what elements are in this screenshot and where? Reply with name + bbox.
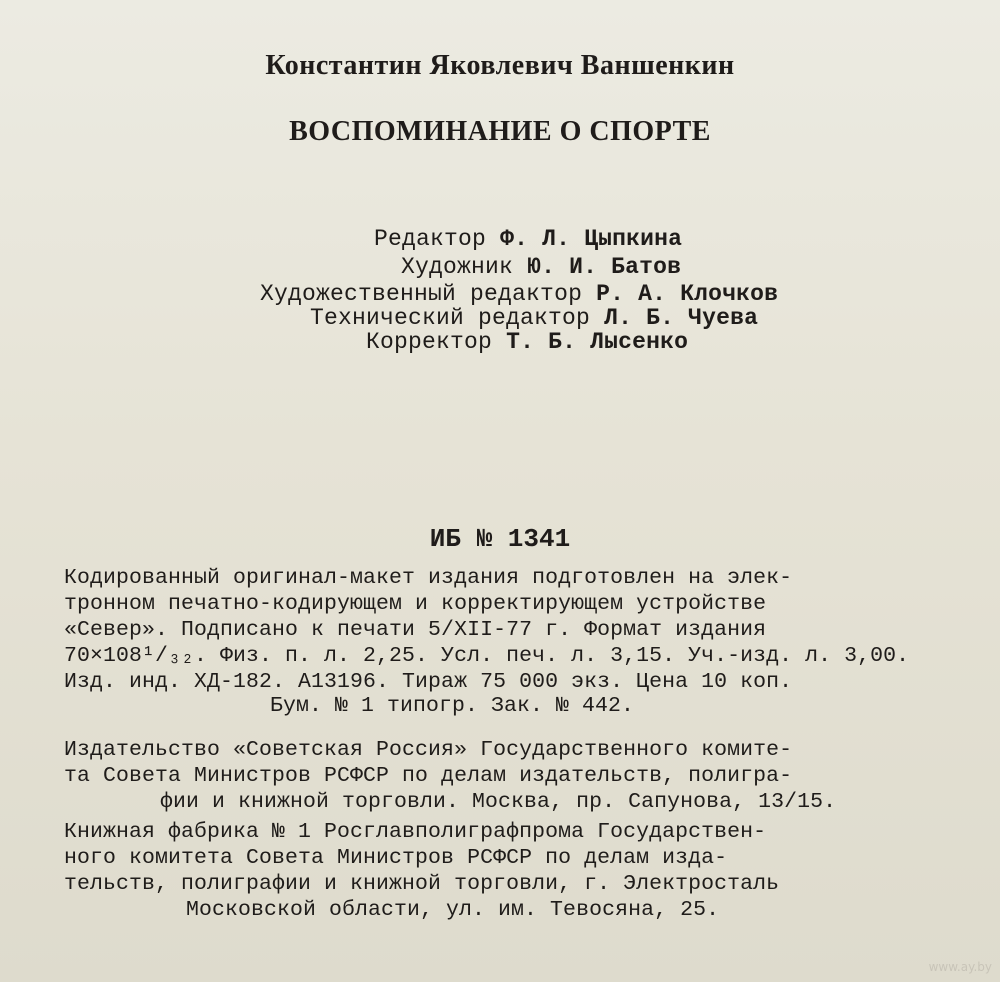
credit-role: Редактор (374, 226, 487, 252)
printer-line: Московской области, ул. им. Тевосяна, 25. (186, 898, 720, 922)
imprint-line: «Север». Подписано к печати 5/XII-77 г. Формат издания (64, 618, 767, 642)
publisher-line: фии и книжной торговли. Москва, пр. Сапунова, 13/15. (160, 790, 837, 814)
credit-person: Ф. Л. Цыпкина (500, 226, 683, 252)
imprint-line: Кодированный оригинал-макет издания подготовлен на элек- (64, 566, 793, 590)
credit-person: Л. Б. Чуева (604, 305, 759, 331)
credit-role: Художник (401, 254, 514, 280)
imprint-line: Изд. инд. ХД-182. А13196. Тираж 75 000 экз. Цена 10 коп. (64, 670, 793, 694)
credit-role: Художественный редактор (260, 281, 583, 307)
credit-person: Р. А. Клочков (596, 281, 779, 307)
printer-line: Книжная фабрика № 1 Росглавполиграфпрома Государствен- (64, 820, 767, 844)
publisher-line: та Совета Министров РСФСР по делам издательств, полигра- (64, 764, 793, 788)
author-name: Константин Яковлевич Ваншенкин (265, 50, 735, 81)
imprint-line: тронном печатно-кодирующем и корректирующем устройстве (64, 592, 767, 616)
site-watermark: www.ay.by (928, 960, 992, 974)
credit-role: Технический редактор (310, 305, 591, 331)
printer-line: ного комитета Совета Министров РСФСР по делам изда- (64, 846, 728, 870)
ib-number: ИБ № 1341 (429, 524, 571, 554)
credit-person: Ю. И. Батов (527, 254, 682, 280)
credit-proofreader (310, 303, 688, 381)
printer-line: тельств, полиграфии и книжной торговли, г. Электросталь (64, 872, 780, 896)
publisher-line: Издательство «Советская Россия» Государственного комите- (64, 738, 793, 762)
imprint-line: 70×108¹/₃₂. Физ. п. л. 2,25. Усл. печ. л. 3,15. Уч.-изд. л. 3,00. (64, 644, 910, 668)
credit-person: Т. Б. Лысенко (506, 329, 689, 355)
book-title: ВОСПОМИНАНИЕ О СПОРТЕ (289, 116, 711, 147)
imprint-line: Бум. № 1 типогр. Зак. № 442. (270, 694, 635, 718)
credit-role: Корректор (366, 329, 493, 355)
